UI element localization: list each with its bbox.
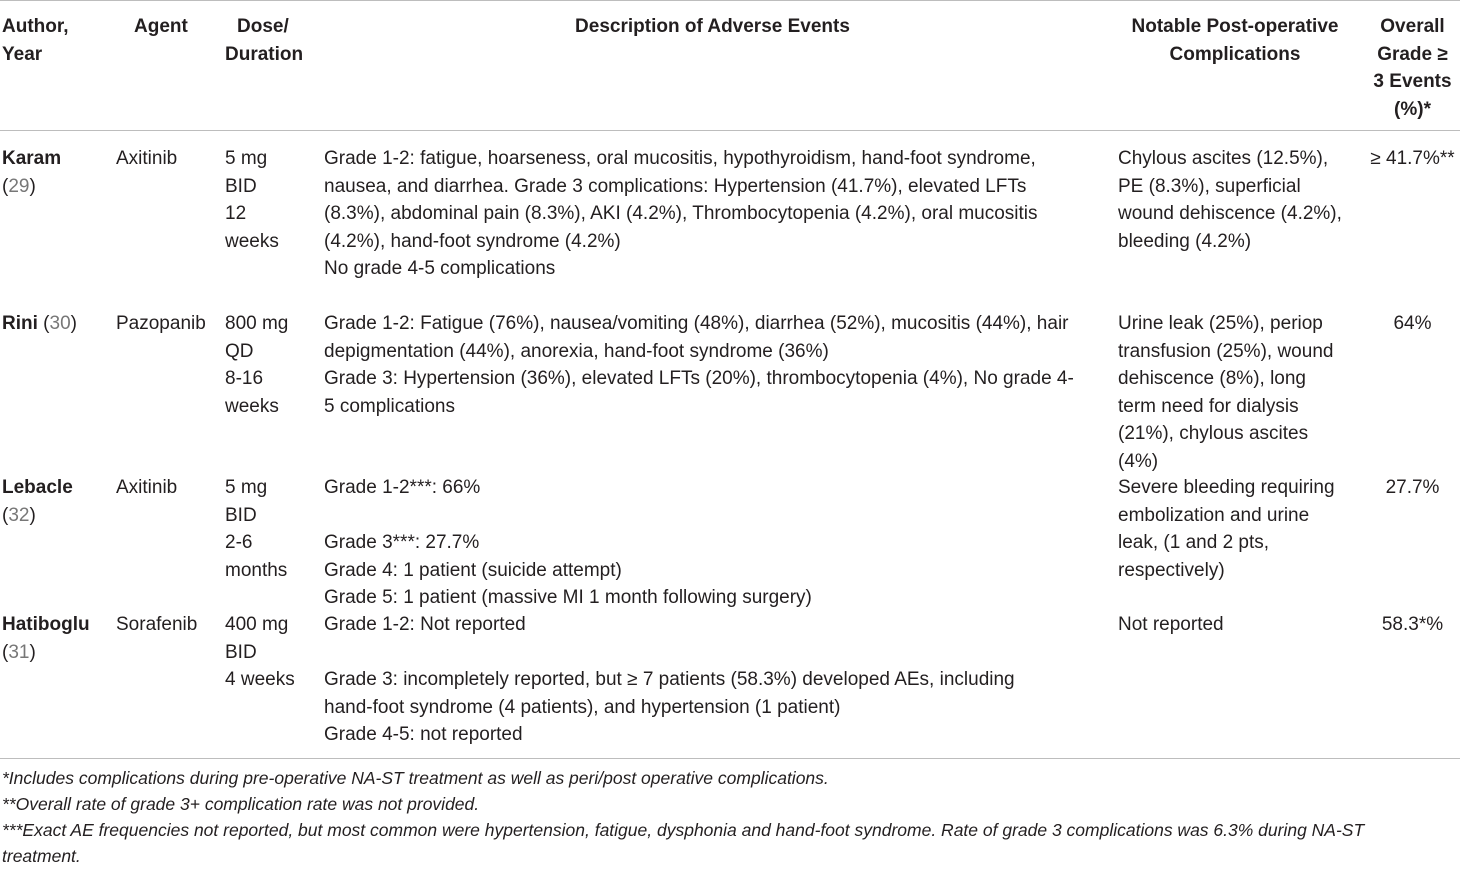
description-line: 5 complications [324,395,455,417]
grade-cell [1365,611,1460,639]
description-line: Grade 1-2***: 66% [324,477,481,498]
dose-line: 12 [225,203,247,224]
description-line: Grade 1-2: fatigue, hoarseness, oral mucositis, hypothyroidism, hand-foot syndrome, [324,148,1036,169]
description-line: Grade 1-2: Not reported [324,614,526,635]
complications-line: dehiscence (8%), long [1118,368,1306,389]
dose-line: BID [225,175,257,197]
dose-line: 800 mg [225,313,289,334]
header-complications-line: Notable Post-operative [1131,16,1339,37]
complications-line: Chylous ascites (12.5%), [1118,148,1329,169]
header-author-line: Author, [2,16,69,37]
reference-link[interactable]: 31 [8,641,30,663]
complications-cell [1118,611,1224,639]
agent-name: Sorafenib [116,614,198,635]
description-cell [324,310,1074,420]
grade-cell [1365,310,1460,338]
dose-line: 4 weeks [225,669,295,690]
description-line: (8.3%), abdominal pain (8.3%), AKI (4.2%), Thrombocytopenia (4.2%), oral mucositis [324,203,1038,224]
description-line: Grade 1-2: Fatigue (76%), nausea/vomiting (48%), diarrhea (52%), mucositis (44%), hair [324,313,1069,334]
author-cell: Lebacle (32) [2,474,73,529]
dose-line: weeks [225,395,279,417]
header-dose-line: Duration [225,43,304,65]
agent-cell [116,611,197,639]
author-cell: Rini (30) [2,313,77,334]
agent-cell [116,310,206,338]
author-name: Hatiboglu [2,614,90,635]
complications-line: Severe bleeding requiring [1118,477,1335,498]
header-description [540,13,885,41]
complications-line: leak, (1 and 2 pts, [1118,532,1270,553]
header-complications-line: Complications [1169,43,1301,65]
dose-line: 400 mg [225,614,289,635]
complications-line: bleeding (4.2%) [1118,230,1252,252]
agent-name: Axitinib [116,477,178,498]
grade-cell [1365,474,1460,502]
header-grade [1365,13,1460,123]
footnote: ***Exact AE frequencies not reported, but most common were hypertension, fatigue, dysphonia and hand-foot syndrome. Rate of grade 3 complications was 6.3% during NA-ST [2,820,1365,840]
description-line: Grade 4-5: not reported [324,724,523,745]
complications-line: (21%), chylous ascites [1118,423,1309,444]
complications-line: PE (8.3%), superficial [1118,175,1301,197]
reference-link[interactable]: 30 [49,313,71,334]
top-rule [0,0,1460,1]
dose-cell [225,611,295,694]
complications-line: wound dehiscence (4.2%), [1118,203,1342,224]
description-line: hand-foot syndrome (4 patients), and hypertension (1 patient) [324,696,841,718]
author-name: Karam [2,148,62,169]
complications-cell [1118,474,1335,584]
description-line: depigmentation (44%), anorexia, hand-foot syndrome (36%) [324,340,829,362]
author-name: Lebacle [2,477,73,498]
header-author [2,13,69,68]
description-cell [324,474,812,612]
header-rule [0,130,1460,131]
description-line: (4.2%), hand-foot syndrome (4.2%) [324,230,621,252]
dose-line: 8-16 [225,368,264,389]
grade-cell [1365,145,1460,173]
dose-line: QD [225,340,254,362]
header-dose [225,13,303,68]
complications-line: (4%) [1118,450,1159,472]
complications-line: Not reported [1118,614,1224,635]
bottom-rule [0,758,1460,759]
agent-cell [116,474,177,502]
dose-line: 5 mg [225,148,268,169]
agent-name: Pazopanib [116,313,206,334]
dose-line: BID [225,641,257,663]
header-agent-line: Agent [134,16,188,37]
header-author-line: Year [2,43,43,65]
complications-line: Urine leak (25%), periop [1118,313,1323,334]
author-cell: Karam (29) [2,145,61,200]
agent-cell [116,145,177,173]
complications-cell [1118,310,1333,475]
description-line [324,502,812,530]
description-line: Grade 3: incompletely reported, but ≥ 7 patients (58.3%) developed AEs, including [324,669,1015,690]
dose-line: weeks [225,230,279,252]
header-description-line: Description of Adverse Events [575,16,850,37]
dose-line: months [225,559,288,581]
header-complications [1110,13,1360,68]
complications-line: transfusion (25%), wound [1118,340,1334,362]
description-cell [324,145,1038,283]
grade-value: 58.3*% [1381,614,1444,635]
footnote: **Overall rate of grade 3+ complication rate was not provided. [2,794,480,814]
header-grade-line: Grade ≥ [1377,43,1448,65]
footnote: treatment. [2,846,81,866]
complications-cell [1118,145,1342,255]
grade-value: 64% [1393,313,1432,334]
header-grade-line: Overall [1380,16,1445,37]
reference-link[interactable]: 29 [8,175,30,197]
grade-value: ≥ 41.7%** [1370,148,1455,169]
dose-cell [225,474,287,584]
complications-line: respectively) [1118,559,1225,581]
complications-line: embolization and urine [1118,504,1310,526]
grade-value: 27.7% [1385,477,1440,498]
dose-line: 5 mg [225,477,268,498]
dose-line: 2-6 [225,532,253,553]
author-name: Rini [2,313,38,334]
complications-line: term need for dialysis [1118,395,1299,417]
agent-name: Axitinib [116,148,178,169]
header-agent [134,13,188,41]
description-cell [324,611,1015,749]
dose-cell [225,310,288,420]
dose-line: BID [225,504,257,526]
description-line: Grade 4: 1 patient (suicide attempt) [324,559,622,581]
reference-link[interactable]: 32 [8,504,30,526]
description-line: Grade 3: Hypertension (36%), elevated LFTs (20%), thrombocytopenia (4%), No grade 4- [324,368,1074,389]
dose-cell [225,145,279,255]
header-dose-line: Dose/ [237,16,289,37]
header-grade-line: 3 Events [1373,71,1452,92]
description-line: Grade 5: 1 patient (massive MI 1 month following surgery) [324,587,812,608]
description-line [324,639,1015,667]
footnote: *Includes complications during pre-operative NA-ST treatment as well as peri/post operative complications. [2,768,829,788]
author-cell: Hatiboglu (31) [2,611,90,666]
description-line: Grade 3***: 27.7% [324,532,480,553]
description-line: nausea, and diarrhea. Grade 3 complications: Hypertension (41.7%), elevated LFTs [324,175,1027,197]
header-grade-line: (%)* [1394,98,1431,120]
description-line: No grade 4-5 complications [324,258,556,279]
